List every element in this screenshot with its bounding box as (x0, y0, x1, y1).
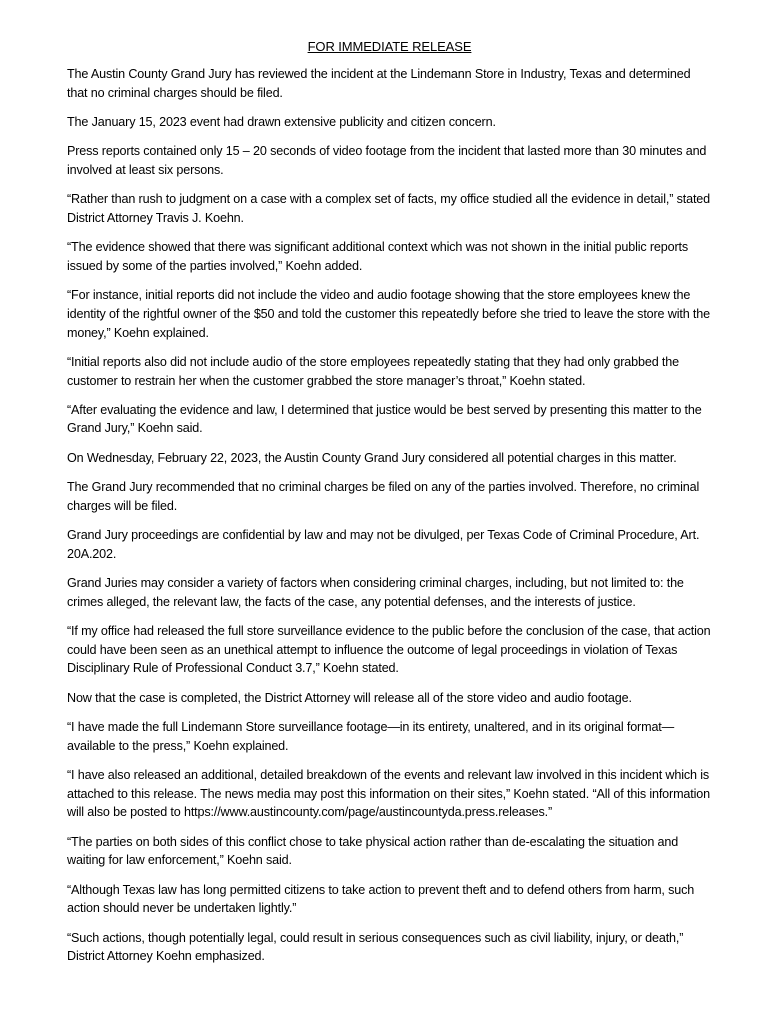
paragraph-initial-reports-audio: “Initial reports also did not include audio of the store employees repeatedly stating that they had only grabbed the customer to restrain her when the customer grabbed the store manager’s throat,” Koehn stated. (67, 354, 679, 388)
paragraph-no-charges: The Grand Jury recommended that no criminal charges be filed on any of the parties involved. Therefore, no criminal charges will be filed. (67, 480, 700, 513)
paragraph-event-publicity: The January 15, 2023 event had drawn extensive publicity and citizen concern. (67, 114, 496, 129)
paragraph-physical-action: “The parties on both sides of this conflict chose to take physical action rather than de-escalating the situation and waiting for law enforcement,” Koehn said. (67, 834, 679, 868)
paragraph-texas-law: “Although Texas law has long permitted citizens to take action to prevent theft and to defend others from harm, such action should never be undertaken lightly.” (67, 882, 695, 916)
release-headline: FOR IMMEDIATE RELEASE (307, 39, 472, 54)
paragraph-footage-release: Now that the case is completed, the District Attorney will release all of the store video and audio footage. (67, 690, 632, 705)
paragraph-initial-reports-footage: “For instance, initial reports did not include the video and audio footage showing that the store employees knew the identity of the rightful owner of the $50 and told the customer this repeatedly before she tried to leave the store with the money,” Koehn explained. (67, 288, 710, 340)
paragraph-additional-context: “The evidence showed that there was significant additional context which was not shown in the initial public reports issued by some of the parties involved,” Koehn added. (67, 240, 689, 273)
paragraph-grand-jury-date: On Wednesday, February 22, 2023, the Austin County Grand Jury considered all potential charges in this matter. (67, 450, 677, 465)
press-release-page (67, 38, 712, 977)
paragraph-confidentiality: Grand Jury proceedings are confidential by law and may not be divulged, per Texas Code of Criminal Procedure, Art. 20A.202. (67, 528, 700, 561)
paragraph-press-reports: Press reports contained only 15 – 20 seconds of video footage from the incident that lasted more than 30 minutes and involved at least six persons. (67, 144, 707, 177)
paragraph-ethics-rule: “If my office had released the full store surveillance evidence to the public before the conclusion of the case, that action could have been seen as an unethical attempt to influence the outcome of legal proceedings in violation of Texas Disciplinary Rule of Professional Conduct 3.7,” Koehn stated. (67, 624, 711, 676)
paragraph-detailed-breakdown: “I have also released an additional, detailed breakdown of the events and relevant law involved in this incident which is attached to this release. The news media may post this information on their sites,” Koehn stated. “All of this information will also be posted to https://www.austincounty.com/page/austincountyda.press.releases.” (67, 768, 710, 820)
paragraph-grand-jury-review: The Austin County Grand Jury has reviewed the incident at the Lindemann Store in Industry, Texas and determined that no criminal charges should be filed. (67, 67, 691, 100)
paragraph-footage-available: “I have made the full Lindemann Store surveillance footage—in its entirety, unaltered, and in its original format—available to the press,” Koehn explained. (67, 720, 675, 753)
paragraph-consequences: “Such actions, though potentially legal, could result in serious consequences such as civil liability, injury, or death,” District Attorney Koehn emphasized. (67, 930, 684, 964)
paragraph-da-quote-evidence-study: “Rather than rush to judgment on a case with a complex set of facts, my office studied all the evidence in detail,” stated District Attorney Travis J. Koehn. (67, 192, 710, 225)
paragraph-grand-jury-presentation: “After evaluating the evidence and law, I determined that justice would be best served by presenting this matter to the Grand Jury,” Koehn said. (67, 402, 702, 436)
paragraph-factors-considered: Grand Juries may consider a variety of factors when considering criminal charges, including, but not limited to: the crimes alleged, the relevant law, the facts of the case, any potential defenses, and the interests of justice. (67, 576, 684, 609)
